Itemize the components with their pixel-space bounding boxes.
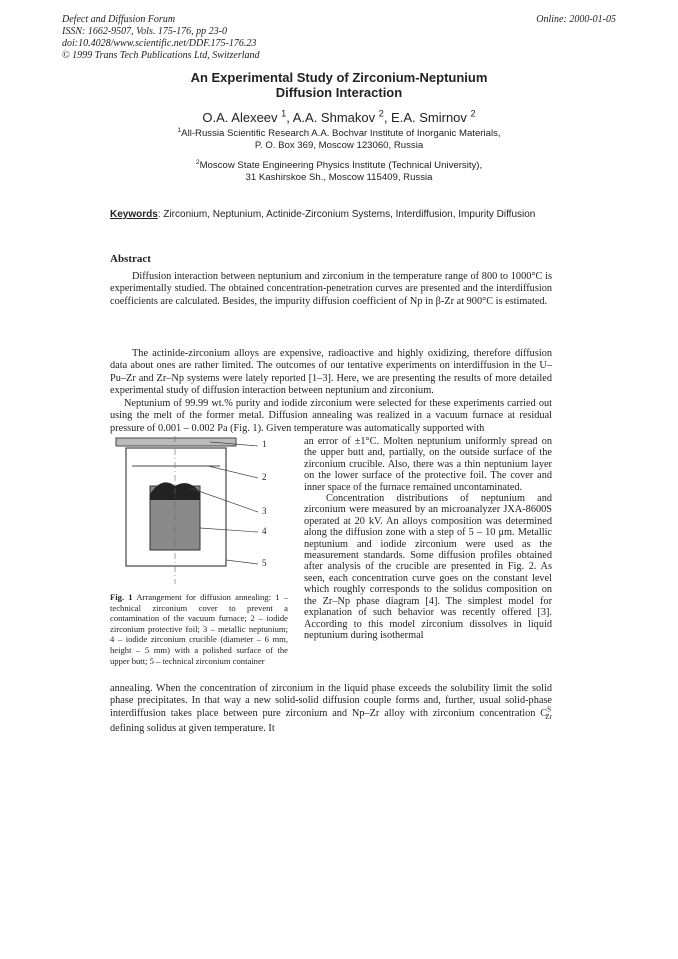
author-1-affil: 1: [281, 108, 287, 119]
author-2-affil: 2: [378, 108, 384, 119]
affiliation-1-line-1: All-Russia Scientific Research A.A. Bochvar Institute of Inorganic Materials,: [181, 128, 501, 139]
affiliation-2: [60, 160, 618, 184]
figure-label-2: 2: [262, 472, 267, 482]
leader-line-2: [208, 466, 258, 478]
paper-title: [60, 70, 618, 100]
author-3-affil: 2: [470, 108, 476, 119]
affiliation-2-line-1: Moscow State Engineering Physics Institute (Technical University),: [199, 160, 483, 171]
leader-line-4: [200, 528, 258, 532]
col2-paragraph-2: Concentration distributions of neptunium and zirconium were measured by an microanalyzer JXA-8600S operated at 20 kV. An alloys composition was determined along the diffusion zone with a step of 5 – 10 μm. Metallic neptunium and iodide zirconium were used as the measurement standards. Some diffusion profiles obtained after analysis of the crucible are presented in Fig. 2. As seen, each concentration curve goes on the constant level which roughly corresponds to the solidus composition on the Zr–Np phase diagram [4]. The simplest model for explanation of such behavior was recently offered [3]. According to this model zirconium dissolves in liquid neptunium during isothermal: [304, 493, 552, 641]
journal-header: [62, 14, 260, 62]
tail-text-end: defining solidus at given temperature. It: [110, 723, 275, 735]
intro-paragraph-1: The actinide-zirconium alloys are expensive, radioactive and highly oxidizing, therefore diffusion data about ones are rather limited. The outcomes of our tentative experiments on interdiffusion in the U–Pu–Zr and Zr–Np systems were lately reported [1–3]. Here, we are presenting the results of more detailed experimental study of diffusion interaction between neptunium and zirconium.: [110, 348, 552, 397]
issn-line: ISSN: 1662-9507, Vols. 175-176, pp 23-0: [62, 26, 227, 37]
solidus-symbol-sub: Zr: [545, 712, 552, 721]
solidus-symbol-sup: S: [547, 705, 552, 714]
affiliation-2-line-2: 31 Kashirskoe Sh., Moscow 115409, Russia: [245, 172, 433, 183]
author-2: A.A. Shmakov: [292, 110, 376, 125]
body-paragraph-tail: [110, 683, 552, 736]
affiliation-1: [60, 128, 618, 152]
title-line-2: Diffusion Interaction: [275, 85, 403, 100]
online-date: Online: 2000-01-05: [536, 14, 616, 25]
abstract-heading: Abstract: [110, 253, 151, 265]
leader-line-5: [226, 560, 258, 564]
abstract-body: Diffusion interaction between neptunium and zirconium in the temperature range of 800 to 1000°C is experimentally studied. The obtained concentration-penetration curves are presented and the interdiffusion coefficients are calculated. Besides, the impurity diffusion coefficient of Np in β-Zr at 900°C is estimated.: [110, 271, 552, 307]
keywords-label: Keywords: [110, 209, 158, 220]
journal-name: Defect and Diffusion Forum: [62, 14, 176, 25]
figure-label-3: 3: [262, 506, 267, 516]
col2-paragraph-1: an error of ±1°C. Molten neptunium uniformly spread on the upper butt and, partially, on the outside surface of the zirconium crucible. Also, there was a thin neptunium layer on the lower surface of the protective foil. The cover and inner space of the furnace remained uncontaminated.: [304, 436, 552, 493]
keywords-text: : Zirconium, Neptunium, Actinide-Zirconium Systems, Interdiffusion, Impurity Diffusion: [157, 209, 536, 220]
tail-text: annealing. When the concentration of zirconium in the liquid phase exceeds the solubility limit the solid phase precipitates. In that way a new solid-solid diffusion couple forms and, further, usual solid-phase interdiffusion takes place between pure zirconium and Np–Zr alloy with zirconium concentration C: [110, 683, 552, 719]
figure-1-diagram: [110, 436, 280, 586]
title-line-1: An Experimental Study of Zirconium-Neptunium: [190, 70, 488, 85]
figure-label-1: 1: [262, 439, 267, 449]
figure-1-caption-label: Fig. 1: [110, 592, 133, 602]
figure-label-5: 5: [262, 558, 267, 568]
doi-link[interactable]: doi:10.4028/www.scientific.net/DDF.175-176.23: [62, 38, 257, 49]
author-3: E.A. Smirnov: [391, 110, 467, 125]
body-column-right: [304, 436, 552, 641]
figure-1-caption: [110, 592, 288, 666]
zirconium-cover: [116, 438, 236, 446]
copyright-line: © 1999 Trans Tech Publications Ltd, Switzerland: [62, 50, 260, 61]
affiliation-1-mark: 1: [177, 126, 182, 134]
figure-1: [110, 436, 280, 586]
author-1: O.A. Alexeev: [202, 110, 278, 125]
intro-paragraph-2: Neptunium of 99.99 wt.% purity and iodide zirconium were selected for these experiments carried out using the melt of the former metal. Diffusion annealing was realized in a vacuum furnace at residual pressure of 0.001 – 0.002 Pa (Fig. 1). Given temperature was automatically supported with: [110, 398, 552, 434]
figure-1-caption-text: Arrangement for diffusion annealing: 1 – technical zirconium cover to prevent a contamination of the vacuum furnace; 2 – iodide zirconium protective foil; 3 – metallic neptunium; 4 – iodide zirconium crucible (diameter – 6 mm, height – 5 mm) with a polished surface of the upper butt; 5 – technical zirconium container: [110, 592, 288, 666]
affiliation-2-mark: 2: [195, 158, 200, 166]
author-list: O.A. Alexeev $^1$, A.A. Shmakov $^2$, E.A. Smirnov $^2$: [202, 108, 476, 125]
keywords: [110, 209, 650, 220]
affiliation-1-line-2: P. O. Box 369, Moscow 123060, Russia: [254, 140, 424, 151]
figure-label-4: 4: [262, 526, 267, 536]
